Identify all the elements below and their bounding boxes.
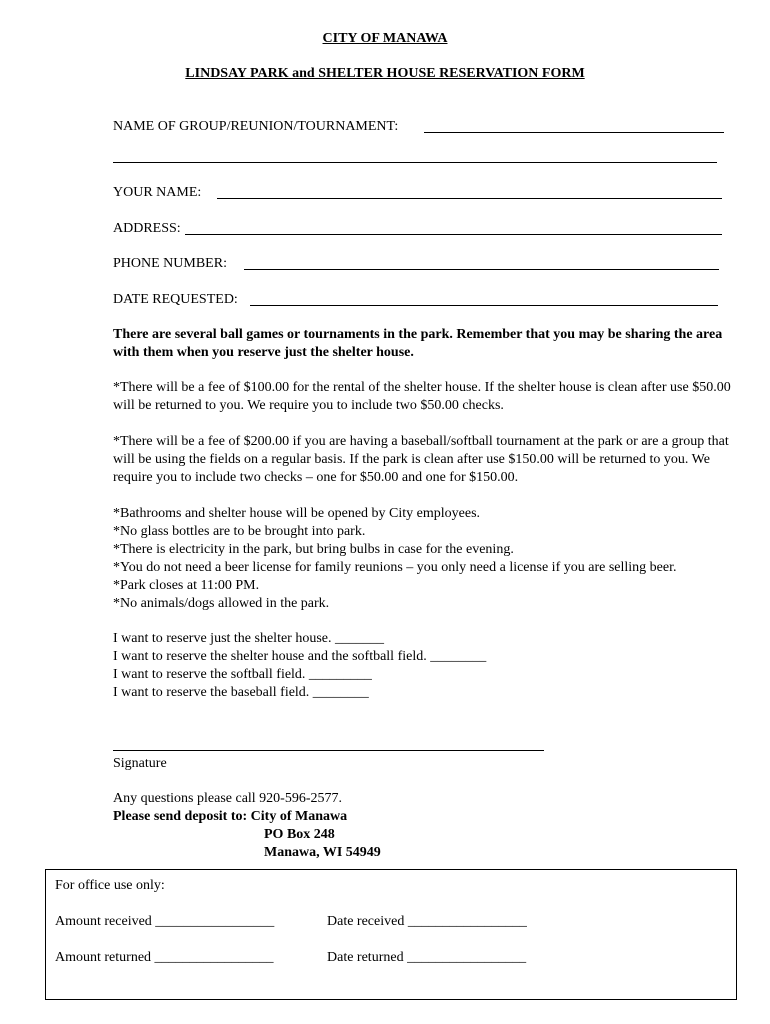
notice-paragraph: There are several ball games or tournaments in the park. Remember that you may be sharing the area with them when you reserve just the shelter house. <box>113 327 723 360</box>
office-use-title: For office use only: <box>55 878 165 893</box>
date-received-field[interactable]: Date received _________________ <box>327 914 527 929</box>
date-returned-field[interactable]: Date returned _________________ <box>327 950 527 965</box>
address-label: ADDRESS: <box>113 221 181 236</box>
questions-text: Any questions please call 920-596-2577. <box>113 791 343 806</box>
deposit-label: Please send deposit to: City of Manawa <box>113 809 348 824</box>
reserve-option-shelter-softball[interactable]: I want to reserve the shelter house and the softball field. ________ <box>113 649 487 664</box>
deposit-address-line2: Manawa, WI 54949 <box>264 845 381 860</box>
form-title: LINDSAY PARK and SHELTER HOUSE RESERVATION FORM <box>185 66 585 81</box>
rule-item: *Bathrooms and shelter house will be opened by City employees. <box>113 506 481 521</box>
reserve-option-softball[interactable]: I want to reserve the softball field. _________ <box>113 667 372 682</box>
group-name-line-2[interactable] <box>113 162 717 163</box>
amount-returned-field[interactable]: Amount returned _________________ <box>55 950 274 965</box>
group-name-label: NAME OF GROUP/REUNION/TOURNAMENT: <box>113 119 399 134</box>
reserve-option-baseball[interactable]: I want to reserve the baseball field. ________ <box>113 685 369 700</box>
office-use-box <box>45 869 737 1000</box>
group-name-line[interactable] <box>424 132 724 133</box>
rule-item: *You do not need a beer license for family reunions – you only need a license if you are selling beer. <box>113 560 677 575</box>
your-name-line[interactable] <box>217 198 722 199</box>
reserve-option-shelter[interactable]: I want to reserve just the shelter house. _______ <box>113 631 384 646</box>
fee-paragraph-1: *There will be a fee of $100.00 for the rental of the shelter house. If the shelter house is clean after use $50.00 will be returned to you. We require you to include two $50.00 checks. <box>113 380 731 413</box>
date-requested-line[interactable] <box>250 305 718 306</box>
rule-item: *No glass bottles are to be brought into park. <box>113 524 366 539</box>
deposit-address-line1: PO Box 248 <box>264 827 335 842</box>
phone-line[interactable] <box>244 269 719 270</box>
rule-item: *No animals/dogs allowed in the park. <box>113 596 330 611</box>
signature-line[interactable] <box>113 750 544 751</box>
rule-item: *There is electricity in the park, but bring bulbs in case for the evening. <box>113 542 514 557</box>
rule-item: *Park closes at 11:00 PM. <box>113 578 260 593</box>
date-requested-label: DATE REQUESTED: <box>113 292 238 307</box>
address-line[interactable] <box>185 234 722 235</box>
city-title: CITY OF MANAWA <box>322 31 448 46</box>
phone-label: PHONE NUMBER: <box>113 256 227 271</box>
signature-label: Signature <box>113 756 167 771</box>
fee-paragraph-2: *There will be a fee of $200.00 if you are having a baseball/softball tournament at the park or are a group that will be using the fields on a regular basis. If the park is clean after use $150.00 will be returned to you. We require you to include two checks – one for $50.00 and one for $150.00. <box>113 434 729 485</box>
your-name-label: YOUR NAME: <box>113 185 202 200</box>
amount-received-field[interactable]: Amount received _________________ <box>55 914 275 929</box>
